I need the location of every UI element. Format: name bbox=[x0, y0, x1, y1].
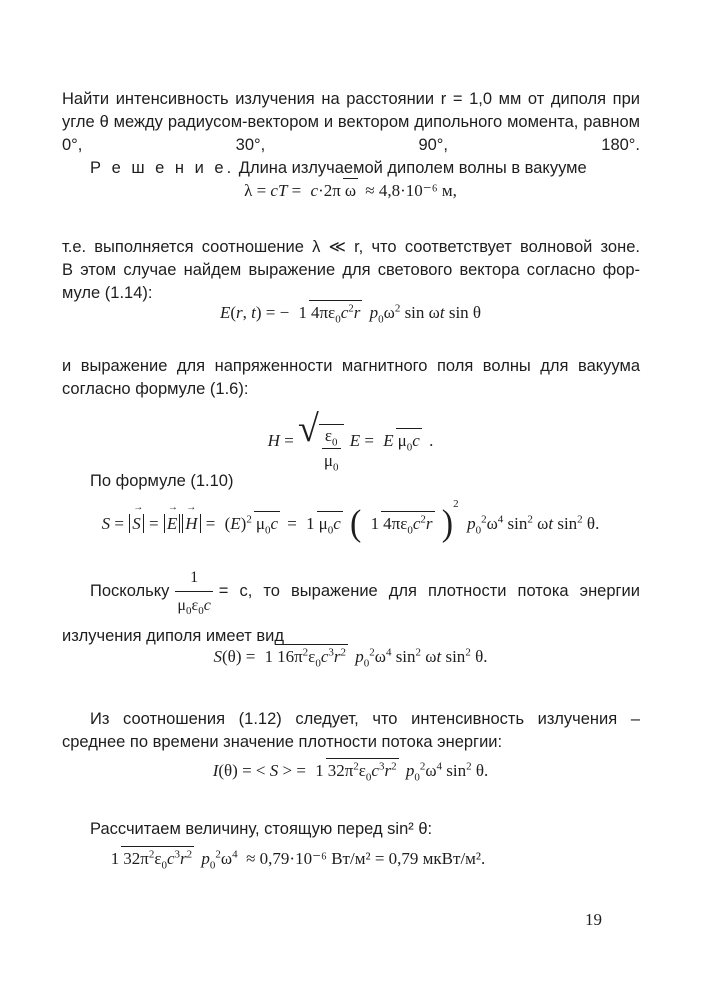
since-paragraph: Поскольку $\frac{1}{\mu_0\varepsilon_0c}$ = c, то выражение для плотности потока энергии излучения диполя имеет вид bbox=[62, 569, 640, 645]
solution-intro bbox=[62, 157, 640, 180]
equation-poynting: S = → S = → $E\to H = (E)^2$ $\mu_0c = 1$ $\mu_0c$ ( 1 $4\pi\varepsilon_0c^2r$ )$^2$ $p_0^2\omega^4$ $\sin^2 \omega t$ $\sin^2 \theta$. bbox=[0, 507, 701, 541]
solution-text: Длина излучаемой диполем волны в вакууме bbox=[234, 159, 587, 177]
calc-paragraph: Рассчитаем величину, стоящую перед sin² θ: bbox=[90, 820, 433, 838]
wave-zone-paragraph: т.е. выполняется соотношение λ ≪ r, что соответствует волновой зоне. В этом случае найдем выражение для светового вектора согласно фор- муле (1.14): bbox=[62, 238, 640, 302]
intensity-paragraph: Из соотношения (1.12) следует, что интенсивность излучения – среднее по времени значение плотности потока энергии: bbox=[62, 710, 640, 751]
final-result: ≈ 0,79·10⁻⁶ Вт/м² = 0,79 мкВт/м². bbox=[246, 849, 486, 869]
formula-ref-paragraph: По формуле (1.10) bbox=[90, 472, 234, 490]
problem-paragraph: Найти интенсивность излучения на расстоянии r = 1,0 мм от диполя при угле θ между радиусом-вектором и вектором дипольного момента, равном 0°, 30°, 90°, 180°. bbox=[62, 90, 640, 154]
equation-light-vector: E(r, t) = − 1 $4\pi\varepsilon_0c^2r$ $p_0\omega^2$ sin ωt sin θ bbox=[0, 302, 701, 323]
equation-intensity: I(θ) = < S > = 1 $32\pi^2\varepsilon_0c^3r^2$ $p_0^2\omega^4$ $\sin^2 \theta$. bbox=[0, 760, 701, 781]
wavelength-result: ≈ 4,8·10⁻⁶ м, bbox=[365, 181, 457, 201]
solution-label: Р е ш е н и е. bbox=[90, 159, 235, 177]
magnetic-field-paragraph: и выражение для напряженности магнитного поля волны для вакуума согласно формуле (1.6): bbox=[62, 357, 640, 398]
equation-energy-flux: S(θ) = 1 $16\pi^2\varepsilon_0c^3r^2$ $p_0^2\omega^4$ $\sin^2 \omega t$ $\sin^2 \theta$. bbox=[0, 646, 701, 667]
equation-magnetic-field: H = √ $\varepsilon_0$ $\mu_0$ E = E $\mu_0c$ . bbox=[267, 408, 434, 474]
equation-wavelength: λ = cT = c·2π ω ≈ 4,8·10⁻⁶ м, bbox=[0, 180, 701, 201]
equation-final: 1 $32\pi^2\varepsilon_0c^3r^2$ $p_0^2\omega^4 \approx 0,79\cdot 10^{-6}$ Вт/м² = 0,79 мкВт/м². bbox=[0, 848, 646, 869]
page-number: 19 bbox=[585, 910, 602, 929]
